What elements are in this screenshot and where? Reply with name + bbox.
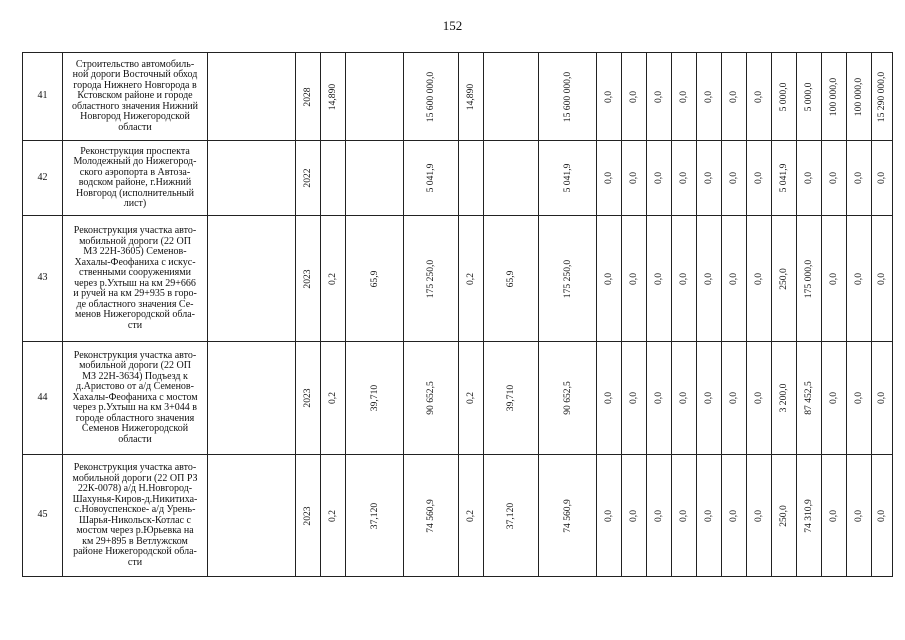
cell-y2018: [622, 342, 647, 455]
cell-cost-2: [539, 141, 597, 216]
object-name-line: Реконструкция участка авто-: [73, 225, 197, 236]
empty-cell: [208, 342, 296, 455]
cell-total-cost: [404, 53, 459, 141]
cell-value: 37,120: [504, 502, 516, 529]
object-name: [63, 342, 208, 455]
cell-length-km: [321, 455, 346, 577]
cell-y2027: [847, 342, 872, 455]
row-number: 44: [23, 342, 63, 455]
cell-y2017: [597, 53, 622, 141]
cell-value: 0,0: [652, 509, 664, 522]
object-name-line: через р.Ухтыш на км 3+044 в: [73, 402, 197, 414]
cell-value: 14,890: [464, 83, 476, 110]
table-row: [23, 455, 893, 577]
empty-cell: [208, 141, 296, 216]
cell-value: 0,0: [602, 392, 614, 404]
cell-value: 100 000,0: [852, 77, 864, 116]
investment-table: [22, 52, 893, 577]
cell-y2023: [747, 216, 772, 342]
cell-y2020: [672, 455, 697, 577]
cell-y2028-plus: [872, 141, 893, 216]
cell-y2022: [722, 141, 747, 216]
cell-value: 0,0: [827, 272, 839, 285]
cell-length-km: [321, 141, 346, 216]
cell-y2025: [797, 141, 822, 216]
cell-y2021: [697, 455, 722, 577]
cell-y2027: [847, 53, 872, 141]
cell-value: 0,0: [602, 272, 614, 285]
cell-y2019: [647, 455, 672, 577]
object-name-line: Хахалы-Феофаниха с мостом: [72, 391, 198, 403]
object-name-line: сти: [127, 319, 143, 331]
cell-value: 2028: [301, 86, 313, 107]
cell-y2026: [822, 455, 847, 577]
object-name-line: Шахунья-Киров-д.Никитиха-: [72, 493, 198, 505]
cell-y2026: [822, 216, 847, 342]
cell-value: 175 000,0: [802, 259, 814, 298]
object-name-line: Реконструкция проспекта: [80, 145, 190, 157]
cell-y2023: [747, 455, 772, 577]
cell-y2027: [847, 216, 872, 342]
cell-y2027: [847, 455, 872, 577]
cell-value: 0,0: [827, 392, 839, 404]
cell-y2024: [772, 141, 797, 216]
cell-y2023: [747, 141, 772, 216]
cell-area: [346, 216, 404, 342]
cell-area: [346, 53, 404, 141]
cell-y2022: [722, 455, 747, 577]
cell-value: 0,0: [702, 272, 714, 285]
cell-value: 0,0: [875, 172, 887, 184]
page-number: 152: [442, 18, 463, 33]
cell-value: 39,710: [368, 384, 380, 412]
object-name-line: Семенов Нижегородской: [81, 423, 189, 435]
object-name-line: Строительство автомобиль-: [75, 58, 195, 70]
cell-area: [346, 455, 404, 577]
object-name-line: районе Нижегородской обла-: [73, 546, 197, 557]
object-name-line: водском районе, г.Нижний: [78, 177, 192, 188]
row-number: 43: [23, 216, 63, 342]
cell-cost-2: [539, 342, 597, 455]
cell-value: 2023: [301, 505, 313, 526]
cell-y2019: [647, 342, 672, 455]
cell-value: 0,0: [852, 272, 864, 285]
cell-y2021: [697, 53, 722, 141]
object-name-line: и ручей на км 29+935 в горо-: [73, 288, 197, 299]
object-name-line: лист): [123, 198, 147, 209]
cell-value: 5 000,0: [802, 82, 814, 111]
cell-value: 0,0: [652, 90, 664, 103]
cell-value: 87 452,5: [802, 381, 814, 415]
cell-value: 0,0: [677, 509, 689, 522]
table-row: [23, 141, 893, 216]
cell-cost-2: [539, 53, 597, 141]
cell-value: 5 041,9: [777, 163, 789, 193]
cell-length-km: [321, 342, 346, 455]
row-number: 42: [23, 141, 63, 216]
cell-value: 0,0: [802, 172, 814, 184]
cell-length-km: [321, 53, 346, 141]
object-name-line: Новгород (исполнительный: [76, 187, 194, 199]
cell-y2025: [797, 216, 822, 342]
object-name-line: сти: [127, 556, 143, 568]
object-name: [63, 53, 208, 141]
cell-value: 5 041,9: [424, 163, 436, 193]
object-name-line: д.Аристово от а/д Семенов-: [76, 381, 194, 393]
cell-area-2: [484, 141, 539, 216]
cell-y2017: [597, 455, 622, 577]
cell-value: 2023: [301, 388, 313, 408]
object-name-line: Новгород Нижегородской: [80, 111, 190, 123]
cell-value: 37,120: [368, 502, 380, 529]
object-name-line: Кстовском районе и городе: [77, 90, 193, 102]
cell-area-2: [484, 53, 539, 141]
cell-total-cost: [404, 455, 459, 577]
cell-y2018: [622, 141, 647, 216]
cell-y2020: [672, 53, 697, 141]
cell-y2022: [722, 342, 747, 455]
cell-value: 0,0: [652, 172, 664, 184]
object-name-line: де областного значения Се-: [76, 298, 194, 310]
cell-y2020: [672, 141, 697, 216]
cell-area-2: [484, 342, 539, 455]
cell-value: 15 600 000,0: [561, 71, 573, 122]
cell-y2018: [622, 216, 647, 342]
cell-value: 90 652,5: [424, 381, 436, 415]
cell-y2022: [722, 216, 747, 342]
cell-value: 0,0: [752, 392, 764, 404]
cell-length-2: [459, 141, 484, 216]
cell-value: 74 560,9: [424, 498, 436, 533]
cell-area: [346, 141, 404, 216]
cell-value: 14,890: [326, 83, 338, 110]
cell-y2022: [722, 53, 747, 141]
cell-y2025: [797, 342, 822, 455]
cell-year: [296, 53, 321, 141]
object-name-line: ственными сооружениями: [79, 267, 191, 278]
cell-y2024: [772, 342, 797, 455]
cell-y2023: [747, 342, 772, 455]
cell-value: 0,0: [627, 172, 639, 184]
object-name-line: городе областного значения: [75, 412, 195, 424]
cell-value: 0,0: [652, 392, 664, 404]
cell-value: 0,0: [627, 509, 639, 522]
object-name-line: МЗ 22Н-3605) Семенов-: [83, 246, 187, 257]
cell-value: 0,0: [752, 90, 764, 103]
cell-y2020: [672, 342, 697, 455]
cell-length-2: [459, 342, 484, 455]
cell-value: 0,0: [852, 509, 864, 522]
cell-y2021: [697, 216, 722, 342]
cell-value: 0,2: [464, 392, 476, 404]
empty-cell: [208, 53, 296, 141]
cell-value: 0,2: [464, 509, 476, 522]
cell-value: 0,0: [827, 509, 839, 522]
object-name-line: мостом через р.Юрьевка на: [76, 525, 194, 536]
object-name-line: ной дороги Восточный обход: [72, 69, 198, 81]
cell-value: 0,0: [627, 90, 639, 103]
cell-value: 0,0: [627, 392, 639, 404]
object-name: [63, 455, 208, 577]
cell-total-cost: [404, 342, 459, 455]
empty-cell: [208, 455, 296, 577]
cell-value: 0,0: [602, 509, 614, 522]
row-number: 41: [23, 53, 63, 141]
object-name-line: мобильной дороги (22 ОП РЗ: [72, 472, 198, 484]
cell-value: 0,2: [464, 272, 476, 285]
cell-value: 0,0: [677, 392, 689, 404]
cell-value: 250,0: [777, 267, 789, 290]
cell-value: 0,0: [752, 509, 764, 522]
cell-length-km: [321, 216, 346, 342]
cell-value: 100 000,0: [827, 77, 839, 116]
cell-year: [296, 455, 321, 577]
cell-area: [346, 342, 404, 455]
cell-y2023: [747, 53, 772, 141]
object-name-line: с.Новоуспенское- а/д Урень-: [74, 504, 196, 515]
row-number: 45: [23, 455, 63, 577]
cell-value: 250,0: [777, 504, 789, 527]
cell-y2025: [797, 53, 822, 141]
cell-y2019: [647, 141, 672, 216]
cell-length-2: [459, 455, 484, 577]
object-name-line: Хахалы-Феофаниха с искус-: [74, 256, 196, 268]
cell-value: 0,0: [677, 272, 689, 285]
object-name-line: мобильной дороги (22 ОП: [79, 235, 191, 247]
cell-value: 0,0: [602, 90, 614, 103]
cell-y2026: [822, 141, 847, 216]
cell-value: 0,0: [702, 172, 714, 184]
cell-value: 74 310,9: [802, 498, 814, 533]
cell-cost-2: [539, 216, 597, 342]
cell-value: 0,2: [326, 272, 338, 285]
empty-cell: [208, 216, 296, 342]
cell-value: 0,0: [875, 392, 887, 404]
cell-value: 0,0: [875, 272, 887, 285]
cell-y2024: [772, 53, 797, 141]
cell-value: 5 000,0: [777, 82, 789, 111]
cell-y2020: [672, 216, 697, 342]
cell-value: 0,0: [652, 272, 664, 285]
cell-y2021: [697, 141, 722, 216]
cell-value: 15 600 000,0: [424, 71, 436, 122]
cell-y2026: [822, 342, 847, 455]
cell-year: [296, 216, 321, 342]
object-name-line: областного значения Нижний: [72, 100, 198, 112]
cell-value: 0,0: [727, 272, 739, 285]
cell-y2017: [597, 342, 622, 455]
cell-value: 0,0: [727, 392, 739, 404]
cell-year: [296, 141, 321, 216]
cell-value: 0,0: [752, 172, 764, 184]
cell-value: 0,0: [727, 172, 739, 184]
object-name-line: менов Нижегородской обла-: [74, 309, 196, 320]
object-name-line: Молодежный до Нижегород-: [73, 156, 197, 167]
cell-length-2: [459, 216, 484, 342]
cell-y2024: [772, 455, 797, 577]
cell-value: 74 560,9: [561, 498, 573, 533]
object-name-line: через р.Ухтыш на км 29+666: [74, 277, 196, 289]
table-row: [23, 342, 893, 455]
cell-y2018: [622, 53, 647, 141]
cell-y2028-plus: [872, 216, 893, 342]
cell-cost-2: [539, 455, 597, 577]
cell-total-cost: [404, 216, 459, 342]
cell-value: 0,0: [627, 272, 639, 285]
cell-y2017: [597, 216, 622, 342]
object-name-line: Реконструкция участка авто-: [73, 349, 197, 361]
object-name-line: Реконструкция участка авто-: [73, 462, 197, 473]
cell-y2024: [772, 216, 797, 342]
cell-y2028-plus: [872, 455, 893, 577]
cell-value: 0,0: [702, 509, 714, 522]
cell-value: 15 290 000,0: [875, 71, 887, 122]
cell-y2028-plus: [872, 53, 893, 141]
cell-value: 0,2: [326, 509, 338, 522]
cell-value: 0,0: [602, 172, 614, 184]
cell-y2019: [647, 216, 672, 342]
cell-value: 90 652,5: [561, 381, 573, 415]
table-row: [23, 216, 893, 342]
object-name-line: мобильной дороги (22 ОП: [79, 360, 191, 372]
object-name-line: МЗ 22Н-3634) Подъезд к: [82, 370, 188, 382]
object-name-line: города Нижнего Новгорода в: [73, 79, 197, 91]
cell-y2027: [847, 141, 872, 216]
cell-value: 0,0: [827, 172, 839, 184]
cell-value: 2022: [301, 168, 313, 188]
cell-value: 5 041,9: [561, 163, 573, 193]
object-name: [63, 216, 208, 342]
cell-length-2: [459, 53, 484, 141]
cell-value: 2023: [301, 268, 313, 289]
object-name-line: области: [118, 121, 152, 133]
object-name: [63, 141, 208, 216]
cell-value: 3 200,0: [777, 383, 789, 413]
cell-value: 175 250,0: [424, 259, 436, 298]
object-name-line: км 29+895 в Ветлужском: [82, 535, 188, 547]
cell-total-cost: [404, 141, 459, 216]
cell-y2019: [647, 53, 672, 141]
cell-value: 0,0: [677, 172, 689, 184]
table-row: [23, 53, 893, 141]
cell-area-2: [484, 216, 539, 342]
cell-year: [296, 342, 321, 455]
object-name-line: ского аэропорта в Автоза-: [79, 166, 191, 178]
cell-y2028-plus: [872, 342, 893, 455]
cell-y2026: [822, 53, 847, 141]
object-name-line: 22К-0078) а/д Н.Новгород-: [77, 483, 193, 494]
cell-y2017: [597, 141, 622, 216]
cell-value: 65,9: [504, 270, 516, 287]
cell-value: 39,710: [504, 384, 516, 412]
cell-value: 0,0: [677, 90, 689, 103]
object-name-line: области: [118, 433, 152, 445]
cell-value: 175 250,0: [561, 259, 573, 298]
cell-y2018: [622, 455, 647, 577]
cell-y2021: [697, 342, 722, 455]
cell-value: 0,0: [875, 509, 887, 522]
cell-value: 0,0: [852, 172, 864, 184]
object-name-line: Шарья-Никольск-Котлас с: [79, 514, 191, 526]
cell-value: 0,2: [326, 392, 338, 404]
cell-value: 0,0: [702, 90, 714, 103]
cell-y2025: [797, 455, 822, 577]
cell-value: 65,9: [368, 270, 380, 287]
cell-value: 0,0: [702, 392, 714, 404]
cell-value: 0,0: [752, 272, 764, 285]
cell-area-2: [484, 455, 539, 577]
cell-value: 0,0: [727, 90, 739, 103]
cell-value: 0,0: [727, 509, 739, 522]
cell-value: 0,0: [852, 392, 864, 404]
